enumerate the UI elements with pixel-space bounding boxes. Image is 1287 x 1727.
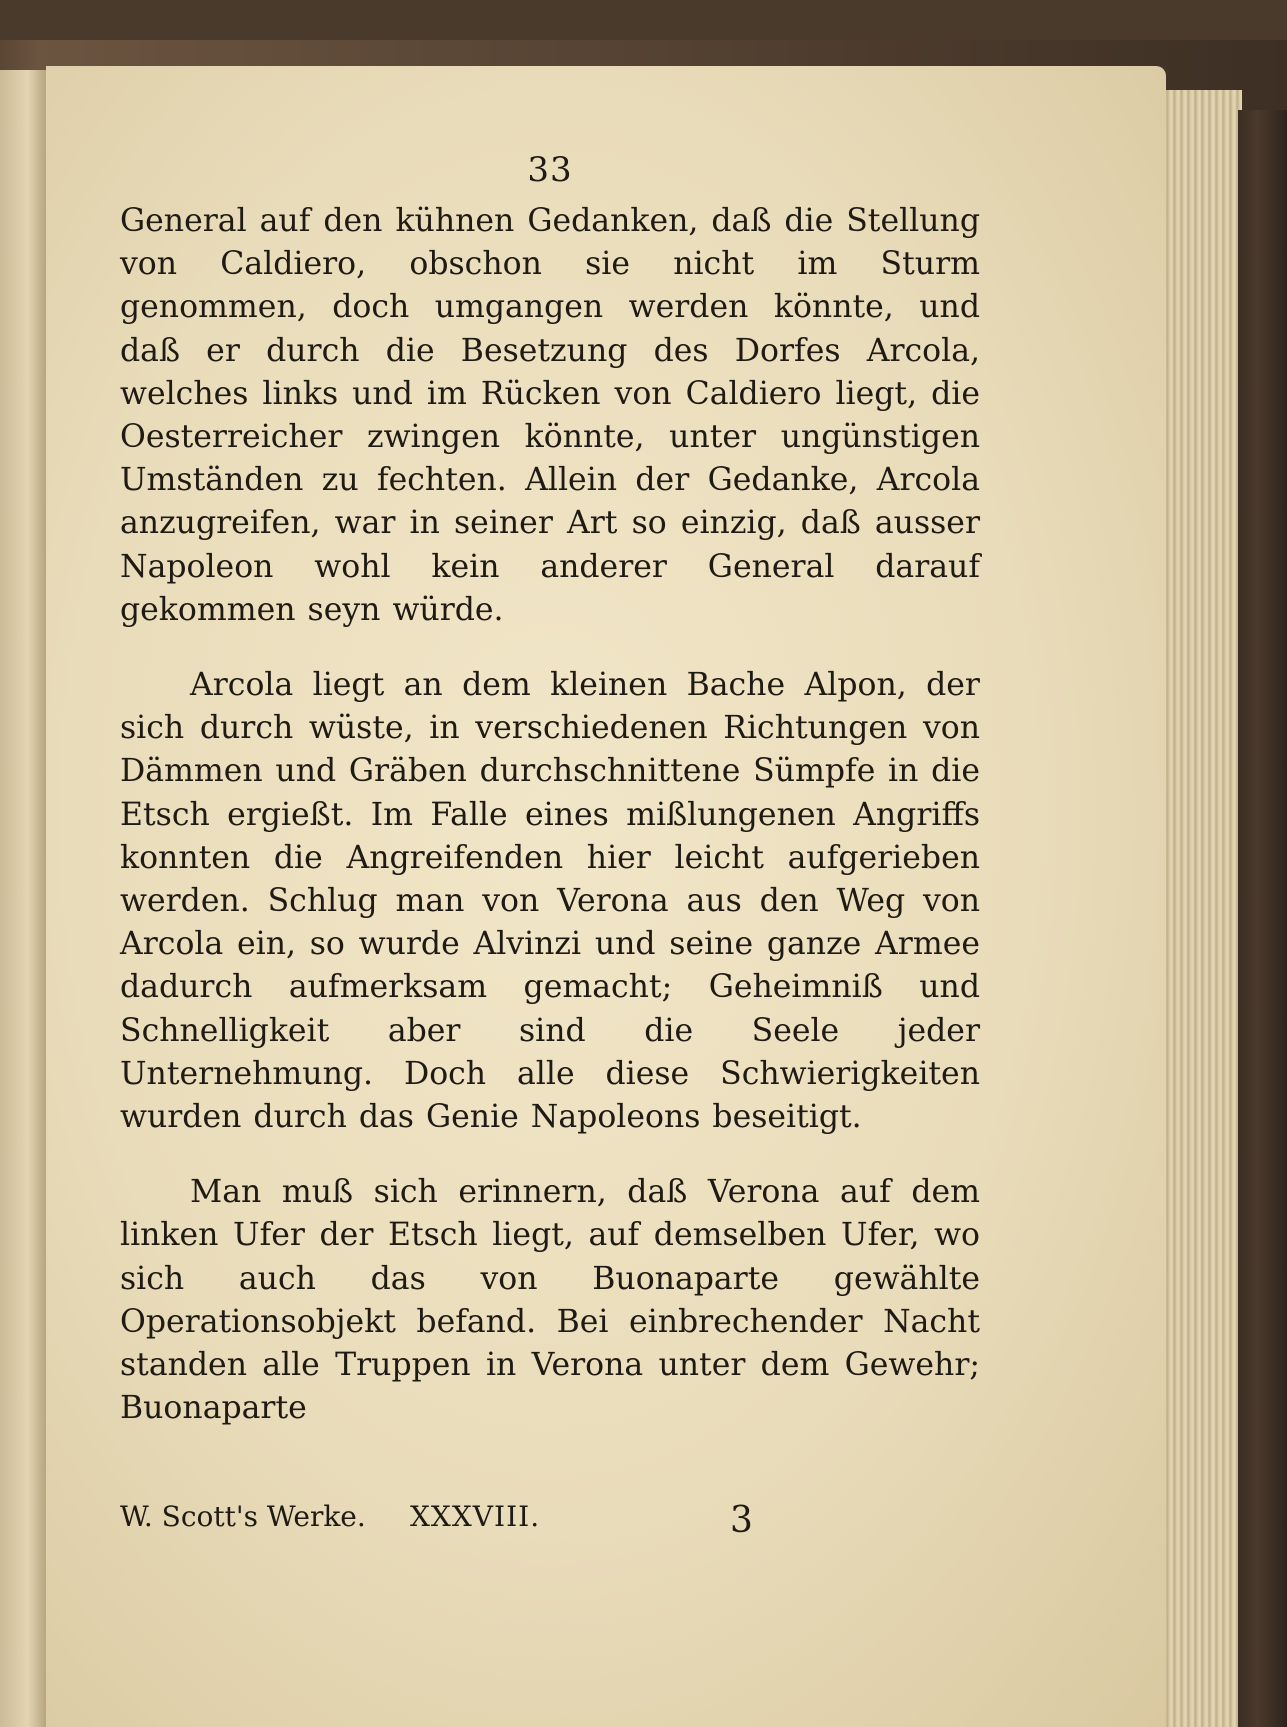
left-page-edge bbox=[0, 70, 48, 1727]
paragraph-1: General auf den kühnen Gedanken, daß die Stellung von Caldiero, obschon sie nicht im Sturm genommen, doch umgangen werden könnte, und daß er durch die Besetzung des Dorfes Arcola, welches links und im Rücken von Caldiero liegt, die Oesterreicher zwingen könnte, unter ungünstigen Umständen zu fechten. Allein der Gedanke, Arcola anzugreifen, war in seiner Art so einzig, daß ausser Napoleon wohl kein anderer General darauf gekommen seyn würde. bbox=[120, 203, 980, 628]
footer-signature: W. Scott's Werke. bbox=[120, 1500, 366, 1533]
book-spine bbox=[1238, 110, 1287, 1727]
page-text-block bbox=[120, 150, 980, 1430]
footer-sheet-number: 3 bbox=[730, 1500, 753, 1541]
page-number: 33 bbox=[527, 150, 573, 190]
footer-volume: XXXVIII. bbox=[410, 1500, 541, 1533]
paragraph-3: Man muß sich erinnern, daß Verona auf dem linken Ufer der Etsch liegt, auf demselben Ufer, wo sich auch das von Buonaparte gewählte Operationsobjekt befand. Bei einbrechender Nacht standen alle Truppen in Verona unter dem Gewehr; Buonaparte bbox=[120, 1174, 980, 1427]
page-block-edges bbox=[1160, 90, 1242, 1727]
paragraph-2: Arcola liegt an dem kleinen Bache Alpon, der sich durch wüste, in verschiedenen Richtungen von Dämmen und Gräben durchschnittene Sümpfe in die Etsch ergießt. Im Falle eines mißlungenen Angriffs konnten die Angreifenden hier leicht aufgerieben werden. Schlug man von Verona aus den Weg von Arcola ein, so wurde Alvinzi und seine ganze Armee dadurch aufmerksam gemacht; Geheimniß und Schnelligkeit aber sind die Seele jeder Unternehmung. Doch alle diese Schwierigkeiten wurden durch das Genie Napoleons beseitigt. bbox=[120, 667, 980, 1136]
